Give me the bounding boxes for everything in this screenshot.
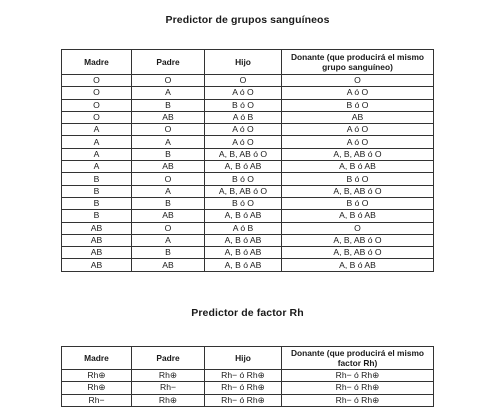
padre-cell: Rh⊕ xyxy=(132,370,205,382)
hijo-cell: O xyxy=(205,75,282,87)
donante-cell: A ó O xyxy=(282,87,434,99)
table-header-row xyxy=(62,50,434,75)
donante-cell: B ó O xyxy=(282,99,434,111)
hijo-cell: A, B ó AB xyxy=(205,247,282,259)
blood-group-predictor-title: Predictor de grupos sanguíneos xyxy=(165,14,330,26)
hijo-cell: B ó O xyxy=(205,173,282,185)
madre-cell: A xyxy=(62,161,132,173)
hijo-cell: Rh− ó Rh⊕ xyxy=(205,382,282,394)
hijo-cell: A, B, AB ó O xyxy=(205,185,282,197)
donante-cell: AB xyxy=(282,111,434,123)
padre-cell: Rh− xyxy=(132,382,205,394)
padre-cell: AB xyxy=(132,111,205,123)
donante-cell: Rh− ó Rh⊕ xyxy=(282,394,434,406)
padre-cell: A xyxy=(132,234,205,246)
padre-cell: O xyxy=(132,222,205,234)
donante-cell: A, B ó AB xyxy=(282,210,434,222)
table-header-row xyxy=(62,347,434,370)
madre-cell: A xyxy=(62,148,132,160)
madre-cell: AB xyxy=(62,247,132,259)
table-row xyxy=(62,87,434,99)
donante-cell: A ó O xyxy=(282,136,434,148)
hijo-cell: A ó B xyxy=(205,222,282,234)
donante-cell: B ó O xyxy=(282,173,434,185)
table-row xyxy=(62,111,434,123)
padre-cell: A xyxy=(132,87,205,99)
padre-cell: B xyxy=(132,148,205,160)
donante-cell: O xyxy=(282,75,434,87)
table-row xyxy=(62,247,434,259)
donante-cell: A, B, AB ó O xyxy=(282,148,434,160)
madre-cell: Rh⊕ xyxy=(62,370,132,382)
madre-cell: O xyxy=(62,99,132,111)
padre-cell: AB xyxy=(132,259,205,271)
blood-group-table xyxy=(61,49,434,272)
table-row xyxy=(62,124,434,136)
padre-cell: A xyxy=(132,136,205,148)
header-hijo: Hijo xyxy=(205,50,282,75)
hijo-cell: A ó O xyxy=(205,87,282,99)
madre-cell: B xyxy=(62,210,132,222)
madre-cell: O xyxy=(62,87,132,99)
donante-cell: A, B ó AB xyxy=(282,259,434,271)
hijo-cell: A ó O xyxy=(205,124,282,136)
madre-cell: B xyxy=(62,197,132,209)
madre-cell: Rh− xyxy=(62,394,132,406)
table-row xyxy=(62,382,434,394)
table-row xyxy=(62,394,434,406)
header-padre: Padre xyxy=(132,50,205,75)
hijo-cell: Rh− ó Rh⊕ xyxy=(205,370,282,382)
madre-cell: O xyxy=(62,75,132,87)
table-row xyxy=(62,222,434,234)
header-madre: Madre xyxy=(62,50,132,75)
table-row xyxy=(62,234,434,246)
hijo-cell: A ó O xyxy=(205,136,282,148)
hijo-cell: B ó O xyxy=(205,197,282,209)
table-row xyxy=(62,370,434,382)
table-row xyxy=(62,210,434,222)
hijo-cell: Rh− ó Rh⊕ xyxy=(205,394,282,406)
table-row xyxy=(62,148,434,160)
header-padre: Padre xyxy=(132,347,205,370)
madre-cell: A xyxy=(62,124,132,136)
hijo-cell: A, B ó AB xyxy=(205,161,282,173)
donante-cell: A, B, AB ó O xyxy=(282,185,434,197)
hijo-cell: A, B, AB ó O xyxy=(205,148,282,160)
madre-cell: AB xyxy=(62,259,132,271)
hijo-cell: A ó B xyxy=(205,111,282,123)
padre-cell: AB xyxy=(132,210,205,222)
donante-cell: B ó O xyxy=(282,197,434,209)
rh-factor-table xyxy=(61,346,434,407)
madre-cell: A xyxy=(62,136,132,148)
madre-cell: O xyxy=(62,111,132,123)
header-madre: Madre xyxy=(62,347,132,370)
hijo-cell: A, B ó AB xyxy=(205,259,282,271)
donante-cell: Rh− ó Rh⊕ xyxy=(282,382,434,394)
padre-cell: O xyxy=(132,75,205,87)
table-row xyxy=(62,161,434,173)
table-row xyxy=(62,259,434,271)
table-row xyxy=(62,136,434,148)
donante-cell: A, B, AB ó O xyxy=(282,247,434,259)
padre-cell: B xyxy=(132,99,205,111)
padre-cell: A xyxy=(132,185,205,197)
table-row xyxy=(62,99,434,111)
donante-cell: O xyxy=(282,222,434,234)
madre-cell: AB xyxy=(62,234,132,246)
table-row xyxy=(62,185,434,197)
padre-cell: O xyxy=(132,173,205,185)
madre-cell: B xyxy=(62,185,132,197)
header-donante: Donante (que producirá el mismo grupo sanguíneo) xyxy=(282,50,434,75)
donante-cell: A ó O xyxy=(282,124,434,136)
hijo-cell: A, B ó AB xyxy=(205,234,282,246)
padre-cell: AB xyxy=(132,161,205,173)
donante-cell: A, B, AB ó O xyxy=(282,234,434,246)
padre-cell: O xyxy=(132,124,205,136)
hijo-cell: A, B ó AB xyxy=(205,210,282,222)
padre-cell: B xyxy=(132,247,205,259)
madre-cell: B xyxy=(62,173,132,185)
donante-cell: Rh− ó Rh⊕ xyxy=(282,370,434,382)
madre-cell: Rh⊕ xyxy=(62,382,132,394)
rh-factor-predictor-title: Predictor de factor Rh xyxy=(191,307,304,319)
padre-cell: Rh⊕ xyxy=(132,394,205,406)
header-hijo: Hijo xyxy=(205,347,282,370)
header-donante: Donante (que producirá el mismo factor Rh) xyxy=(282,347,434,370)
donante-cell: A, B ó AB xyxy=(282,161,434,173)
padre-cell: B xyxy=(132,197,205,209)
table-row xyxy=(62,173,434,185)
madre-cell: AB xyxy=(62,222,132,234)
table-row xyxy=(62,197,434,209)
hijo-cell: B ó O xyxy=(205,99,282,111)
table-row xyxy=(62,75,434,87)
